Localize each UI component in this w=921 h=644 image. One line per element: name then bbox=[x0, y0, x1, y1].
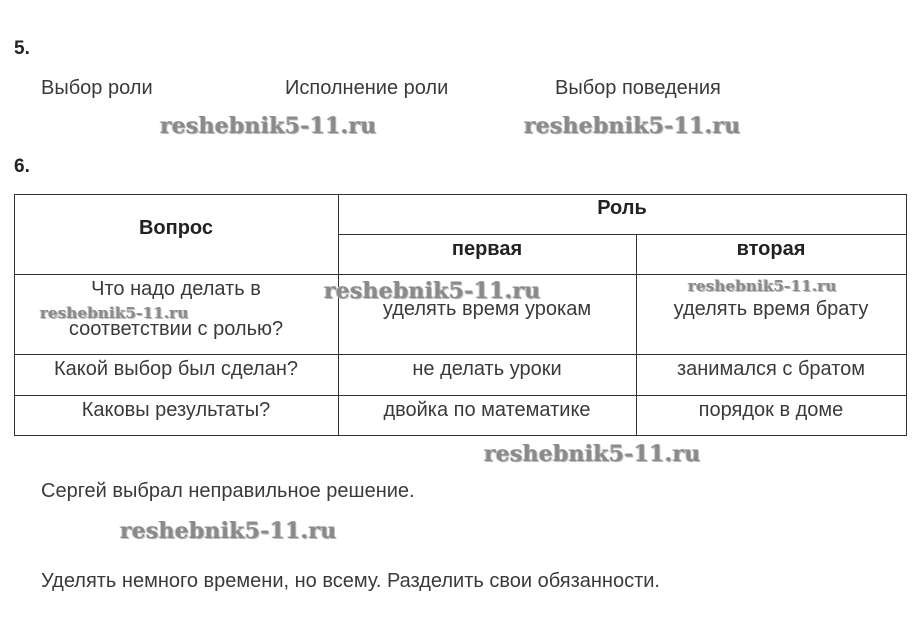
row-2-second: занимался с братом bbox=[676, 358, 866, 380]
header-role: Роль bbox=[597, 197, 647, 219]
task-5-item-perform-role: Исполнение роли bbox=[285, 77, 449, 99]
advice-text: Уделять немного времени, но всему. Разделить свои обязанности. bbox=[41, 570, 660, 592]
row-1-second: уделять время брату bbox=[673, 298, 869, 320]
row-2-first: не делать уроки bbox=[412, 358, 562, 380]
task-5-item-choose-role: Выбор роли bbox=[41, 77, 153, 99]
row-3-question: Каковы результаты? bbox=[81, 399, 271, 421]
row-1-first: уделять время урокам bbox=[382, 298, 592, 320]
watermark: reshebnik5-11.ru bbox=[40, 304, 189, 322]
row-1-question-line-1: Что надо делать в bbox=[91, 278, 261, 300]
conclusion-text: Сергей выбрал неправильное решение. bbox=[41, 480, 415, 502]
watermark: reshebnik5-11.ru bbox=[120, 518, 337, 544]
row-3-second: порядок в доме bbox=[698, 399, 844, 421]
task-5-item-choose-behavior: Выбор поведения bbox=[555, 77, 721, 99]
task-5-number: 5. bbox=[14, 38, 30, 59]
header-second: вторая bbox=[736, 238, 806, 260]
watermark: reshebnik5-11.ru bbox=[324, 278, 541, 304]
row-2-question: Какой выбор был сделан? bbox=[53, 358, 298, 380]
row-3-first: двойка по математике bbox=[383, 399, 591, 421]
watermark: reshebnik5-11.ru bbox=[688, 277, 837, 295]
task-6-number: 6. bbox=[14, 156, 30, 177]
watermark: reshebnik5-11.ru bbox=[484, 441, 701, 467]
watermark: reshebnik5-11.ru bbox=[160, 113, 377, 139]
row-1-question-line-2: соответствии с ролью? bbox=[68, 318, 284, 340]
header-first: первая bbox=[451, 238, 523, 260]
watermark: reshebnik5-11.ru bbox=[524, 113, 741, 139]
header-question: Вопрос bbox=[138, 217, 214, 239]
